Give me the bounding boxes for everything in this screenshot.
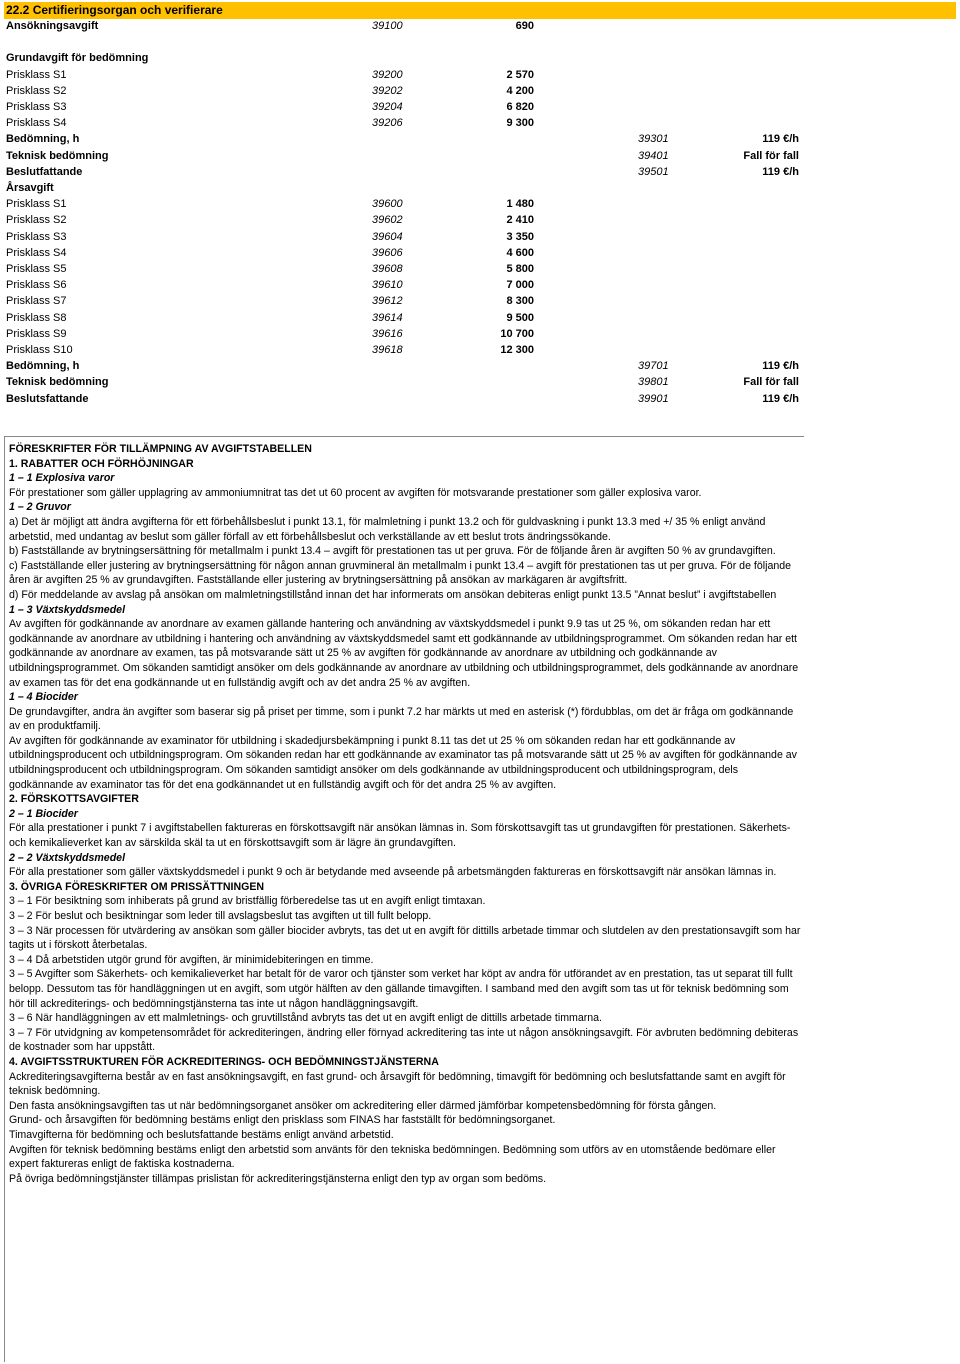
fee-code1: 39608 <box>372 263 403 275</box>
fee-row <box>0 148 960 164</box>
notes-paragraph: 3 – 3 När processen för utvärdering av ansökan som gäller biocider avbryts, tas det ut en avgift för dittills arbetade timmar och slutdelen av den prestationsavgift som har tagits ut i förskott återbetalas. <box>9 924 801 952</box>
fee-code2: 39801 <box>638 376 669 389</box>
notes-heading: 2 – 2 Växtskyddsmedel <box>9 851 126 864</box>
fee-row <box>0 99 960 115</box>
fee-code1: 39204 <box>372 101 403 113</box>
fee-amt2: 119 €/h <box>762 360 799 373</box>
fee-code2: 39901 <box>638 392 669 405</box>
fee-label: Prisklass S8 <box>6 311 67 324</box>
fee-amt1: 8 300 <box>506 295 534 308</box>
fee-code1: 39614 <box>372 311 403 324</box>
notes-paragraph: Av avgiften för godkännande av anordnare av examen gällande hantering och användning av växtskyddsmedel i punkt 9.9 tas ut 25 %, om sökanden redan har ett godkännande av anordnare av utbildning i hantering och användning av växtskyddsmedel samt ett godkännande av utbildningsprogrammet. Om sökanden redan har ett godkännande av anordnare av examen, tas på motsvarande sätt ut 25 % av avgiften för godkännande av anordnare av utbildning och godkännande av utbildningsprogrammet. Om sökanden samtidigt ansöker om dels godkännande av anordnare av utbildning och utbildningsprogrammet, dels godkännande av anordnare av examen tas för det ena godkännande ut en fullständig avgift och av det andra 25 % av avgiften. <box>9 618 799 689</box>
fee-label: Prisklass S2 <box>6 214 67 227</box>
fee-amt1: 4 600 <box>506 246 534 259</box>
fee-label: Prisklass S2 <box>6 84 67 97</box>
fee-amt1: 9 300 <box>506 117 534 130</box>
notes-paragraph: För alla prestationer som gäller växtskyddsmedel i punkt 9 och är betydande med avseende på arbetsmängden faktureras en förskottsavgift när ansökan lämnas in. <box>9 866 777 879</box>
fee-row <box>0 180 960 196</box>
notes-heading: 2. FÖRSKOTTSAVGIFTER <box>9 793 139 806</box>
notes-paragraph: 3 – 7 För utvidgning av kompetensområdet för ackrediteringen, ändring eller förnyad ackreditering tas inte ut någon ansökningsavgift. För avbruten bedömning debiteras de kostnader som har uppstått. <box>9 1026 799 1054</box>
fee-code1: 39616 <box>372 327 403 340</box>
fee-code2: 39501 <box>638 165 669 178</box>
fee-amt1: 690 <box>515 20 534 32</box>
fee-amt1: 9 500 <box>506 311 534 324</box>
fee-row <box>0 164 960 180</box>
fee-label: Bedömning, h <box>6 133 80 146</box>
fee-code1: 39200 <box>372 68 403 81</box>
fee-code1: 39618 <box>372 344 403 356</box>
fee-label: Prisklass S3 <box>6 230 67 243</box>
fee-amt2: Fall för fall <box>743 149 799 162</box>
notes-paragraph: Av avgiften för godkännande av examinator för utbildning i skadedjursbekämpning i punkt 8.11 tas det ut 25 % om sökanden redan har ett godkännande av utbildningsproducent och utbildningsprogram. Om sökanden redan har ett godkännande av examinator tas på motsvarande sätt ut 25 % av avgiften för godkännande av utbildningsproducent och utbildningsprogram. Om sökanden samtidigt ansöker om dels godkännande av utbildningsproducent och utbildningsprogram, dels godkännande av examinator tas för det ena godkännandet ut en fullständig avgift och för det andra 25 % av avgiften. <box>9 734 797 791</box>
fee-row <box>0 131 960 147</box>
fee-code1: 39600 <box>372 198 403 211</box>
fee-row <box>0 374 960 390</box>
fee-code1: 39612 <box>372 295 403 308</box>
fee-amt1: 3 350 <box>506 230 534 243</box>
fee-amt1: 2 410 <box>506 214 534 227</box>
fee-label: Prisklass S3 <box>6 101 67 113</box>
fee-amt2: 119 €/h <box>762 133 799 146</box>
fee-row <box>0 229 960 245</box>
notes-paragraph: c) Fastställande eller justering av brytningsersättning för någon annan gruvmineral än metallmalm i punkt 13.4 – avgift för prestationen tas ut per gruva. För de följande åren är avgiften 25 % av grundavgiften. Fastställande eller justering av brytningsersättning på ansökan av markägaren är avgiftsfritt. <box>9 559 792 587</box>
fee-row <box>0 50 960 66</box>
notes-paragraph: a) Det är möjligt att ändra avgifterna för ett förbehållsbeslut i punkt 13.1, för malmletning i punkt 13.2 och för guldvaskning i punkt 13.3 med +/ 35 % enligt använd arbetstid, med undantag av beslut som gäller förfall av ett förbehållsbeslut och verkställande av ett beslut trots ändringssökande. <box>9 515 766 543</box>
fee-amt2: 119 €/h <box>762 392 799 405</box>
fee-code1: 39606 <box>372 246 403 259</box>
fee-label: Teknisk bedömning <box>6 376 109 389</box>
fee-row <box>0 115 960 131</box>
notes-paragraph: 3 – 6 När handläggningen av ett malmletnings- och gruvtillstånd avbryts tas det ut en avgift enligt de dittills arbetade timmarna. <box>9 1012 602 1025</box>
fee-label: Prisklass S6 <box>6 279 67 292</box>
notes-paragraph: På övriga bedömningstjänster tillämpas prislistan för ackrediteringstjänsterna enligt den typ av organ som bedöms. <box>9 1172 547 1185</box>
fee-label: Ansökningsavgift <box>6 20 99 32</box>
fee-amt1: 6 820 <box>506 101 534 113</box>
notes-paragraph: Den fasta ansökningsavgiften tas ut när bedömningsorganet ansöker om ackreditering eller därmed jämförbar kompetensbedömning för första gången. <box>9 1099 717 1112</box>
notes-heading: 1 – 1 Explosiva varor <box>9 472 115 485</box>
notes-heading: FÖRESKRIFTER FÖR TILLÄMPNING AV AVGIFTSTABELLEN <box>9 443 312 455</box>
fee-row <box>0 34 960 50</box>
notes-paragraph: Timavgifterna för bedömning och beslutsfattande bestäms enligt använd arbetstid. <box>9 1128 394 1141</box>
fee-label: Grundavgift för bedömning <box>6 52 149 65</box>
fee-code1: 39604 <box>372 230 403 243</box>
fee-row <box>0 326 960 342</box>
fee-row <box>0 293 960 309</box>
fee-amt1: 10 700 <box>500 327 534 340</box>
notes-heading: 1. RABATTER OCH FÖRHÖJNINGAR <box>9 457 194 470</box>
fee-label: Prisklass S10 <box>6 344 73 356</box>
fee-label: Bedömning, h <box>6 360 80 373</box>
fee-row <box>0 67 960 83</box>
fee-amt1: 12 300 <box>500 344 534 356</box>
fee-label: Årsavgift <box>6 182 54 194</box>
notes-heading: 1 – 2 Gruvor <box>9 501 71 514</box>
notes-heading: 1 – 4 Biocider <box>9 691 78 704</box>
fee-row <box>0 18 960 34</box>
fee-label: Prisklass S1 <box>6 68 67 81</box>
fee-code2: 39701 <box>638 360 669 373</box>
notes-paragraph: För prestationer som gäller upplagring av ammoniumnitrat tas det ut 60 procent av avgiften för motsvarande prestationer som gäller explosiva varor. <box>9 486 702 499</box>
notes-paragraph: 3 – 2 För beslut och besiktningar som leder till avslagsbeslut tas avgiften ut till fullt belopp. <box>9 910 432 922</box>
fee-row <box>0 310 960 326</box>
fee-label: Prisklass S1 <box>6 198 67 211</box>
fee-amt1: 1 480 <box>506 198 534 211</box>
fee-label: Beslutfattande <box>6 165 83 178</box>
fee-row <box>0 358 960 374</box>
fee-amt1: 7 000 <box>506 279 534 292</box>
fee-row <box>0 245 960 261</box>
notes-paragraph: För alla prestationer i punkt 7 i avgiftstabellen faktureras en förskottsavgift när ansökan lämnas in. Som förskottsavgift tas ut grundavgiften för prestationen. Säkerhets- och kemikalieverket kan av särskilda skäl ta ut en förskottsavgift som är lägre än grundavgiften. <box>9 822 791 850</box>
fee-row <box>0 83 960 99</box>
fee-code1: 39602 <box>372 214 403 227</box>
fee-label: Beslutsfattande <box>6 392 89 405</box>
fee-amt1: 5 800 <box>506 263 534 275</box>
fee-amt2: 119 €/h <box>762 165 799 178</box>
notes-paragraph: Ackrediteringsavgifterna består av en fast ansökningsavgift, en fast grund- och årsavgift för bedömning, timavgift för bedömning och beslutsfattande samt en avgift för teknisk bedömning. <box>9 1070 786 1098</box>
fee-label: Prisklass S9 <box>6 327 67 340</box>
notes-paragraph: De grundavgifter, andra än avgifter som baserar sig på priset per timme, som i punkt 7.2 har märkts ut med en asterisk (*) fördubblas, om det är fråga om godkännande av en produktfamilj. <box>9 705 794 733</box>
fee-row <box>0 196 960 212</box>
fee-row <box>0 342 960 358</box>
fee-label: Prisklass S7 <box>6 295 67 308</box>
section-header: 22.2 Certifieringsorgan och verifierare <box>4 2 956 19</box>
fee-code2: 39301 <box>638 133 669 146</box>
notes-paragraph: 3 – 5 Avgifter som Säkerhets- och kemikalieverket har betalt för de varor och tjänster som verket har köpt av andra för utförandet av en prestation, tas ut separat till fullt belopp. Dessutom tas för handläggningen ut en avgift, som utgör hälften av den gällande timavgiften. I samband med den avgift som tas ut för teknisk bedömning som hör till ackrediterings- och bedömningstjänsterna tas inte ut någon handläggningsavgift. <box>9 968 793 1010</box>
notes-paragraph: 3 – 1 För besiktning som inhiberats på grund av bristfällig förberedelse tas ut en avgift enligt timtaxan. <box>9 895 486 908</box>
fee-code2: 39401 <box>638 149 669 162</box>
fee-row <box>0 277 960 293</box>
fee-code1: 39206 <box>372 117 403 130</box>
fee-row <box>0 261 960 277</box>
notes-paragraph: Avgiften för teknisk bedömning bestäms enligt den arbetstid som använts för den tekniska bedömningen. Bedömning som utförs av en utomstående bedömare eller expert faktureras enligt de faktiska kostnaderna. <box>9 1143 776 1171</box>
fee-row <box>0 212 960 228</box>
regulations-notes <box>4 436 804 1362</box>
fee-label: Prisklass S5 <box>6 263 67 275</box>
notes-paragraph: 3 – 4 Då arbetstiden utgör grund för avgiften, är minimidebiteringen en timme. <box>9 953 374 966</box>
fee-row <box>0 391 960 407</box>
fee-code1: 39100 <box>372 20 403 32</box>
notes-heading: 3. ÖVRIGA FÖRESKRIFTER OM PRISSÄTTNINGEN <box>9 880 265 893</box>
notes-heading: 4. AVGIFTSSTRUKTUREN FÖR ACKREDITERINGS- OCH BEDÖMNINGSTJÄNSTERNA <box>9 1055 439 1068</box>
fee-label: Teknisk bedömning <box>6 149 109 162</box>
fee-amt1: 2 570 <box>506 68 534 81</box>
fee-label: Prisklass S4 <box>6 246 67 259</box>
fee-label: Prisklass S4 <box>6 117 67 130</box>
notes-paragraph: d) För meddelande av avslag på ansökan om malmletningstillstånd innan det har informerats om ansökan debiteras enligt punkt 13.5 ”Annat beslut” i avgiftstabellen <box>9 588 777 601</box>
fee-code1: 39202 <box>372 84 403 97</box>
notes-heading: 1 – 3 Växtskyddsmedel <box>9 603 126 616</box>
fee-code1: 39610 <box>372 279 403 292</box>
notes-paragraph: b) Fastställande av brytningsersättning för metallmalm i punkt 13.4 – avgift för prestationen tas ut per gruva. För de följande åren är avgiften 50 % av grundavgiften. <box>9 545 776 558</box>
fee-amt2: Fall för fall <box>743 376 799 389</box>
notes-heading: 2 – 1 Biocider <box>9 807 78 820</box>
notes-paragraph: Grund- och årsavgiften för bedömning bestäms enligt den prisklass som FINAS har fastställt för bedömningsorganet. <box>9 1114 556 1127</box>
fee-amt1: 4 200 <box>506 84 534 97</box>
